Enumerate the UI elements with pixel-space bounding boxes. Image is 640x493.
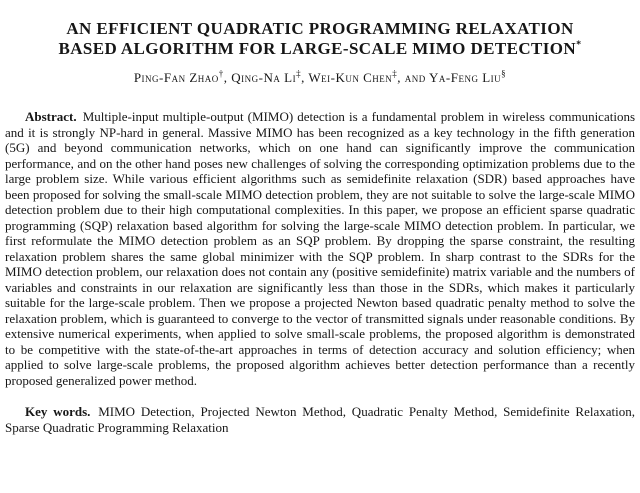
abstract-label: Abstract. — [25, 109, 77, 124]
author-line: Ping-Fan Zhao†, Qing-Na Li‡, Wei-Kun Chen‡, and Ya-Feng Liu§ — [133, 68, 507, 85]
author-footnote-mark: † — [218, 68, 224, 79]
keywords-paragraph — [5, 404, 635, 435]
title-footnote-mark: * — [576, 39, 582, 51]
author-footnote-mark: § — [501, 68, 507, 79]
keywords-text: MIMO Detection, Projected Newton Method, Quadratic Penalty Method, Semidefinite Relaxation, Sparse Quadratic Programming Relaxation — [5, 404, 635, 435]
author-footnote-mark: ‡ — [296, 68, 302, 79]
paper-title-line1: AN EFFICIENT QUADRATIC PROGRAMMING RELAXATION — [66, 19, 574, 38]
paper-title-line2: BASED ALGORITHM FOR LARGE-SCALE MIMO DETECTION — [58, 39, 577, 58]
abstract-paragraph — [5, 109, 635, 388]
abstract-text: Multiple-input multiple-output (MIMO) detection is a fundamental problem in wireless communications and it is strongly NP-hard in general. Massive MIMO has been recognized as a key technology in the fifth generation (5G) and beyond communication networks, which on one hand can significantly improve the communication performance, and on the other hand poses new challenges of solving the corresponding optimization problems due to the large problem size. While various efficient algorithms such as semidefinite relaxation (SDR) based approaches have been proposed for solving the small-scale MIMO detection problem, they are not suitable to solve the large-scale MIMO detection problem due to their high computational complexities. In this paper, we propose an efficient sparse quadratic programming (SQP) relaxation based algorithm for solving the large-scale MIMO detection problem. In particular, we first reformulate the MIMO detection problem as an SQP problem. By dropping the sparse constraint, the resulting relaxation problem shares the same global minimizer with the SQP problem. In sharp contrast to the SDRs for the MIMO detection problem, our relaxation does not contain any (positive semidefinite) matrix variable and the numbers of variables and constraints in our relaxation are significantly less than those in the SDRs, which makes it particularly suitable for the large-scale problem. Then we propose a projected Newton based quadratic penalty method to solve the relaxation problem, which is guaranteed to converge to the vector of transmitted signals under reasonable conditions. By extensive numerical experiments, when applied to solve small-scale problems, the proposed algorithm is demonstrated to be competitive with the state-of-the-art approaches in terms of detection accuracy and solution efficiency; when applied to solve large-scale problems, the proposed algorithm achieves better detection performance than a recently proposed generalized power method. — [5, 109, 636, 388]
paper-title — [5, 19, 635, 59]
keywords-label: Key words. — [25, 404, 91, 419]
author-footnote-mark: ‡ — [392, 68, 398, 79]
